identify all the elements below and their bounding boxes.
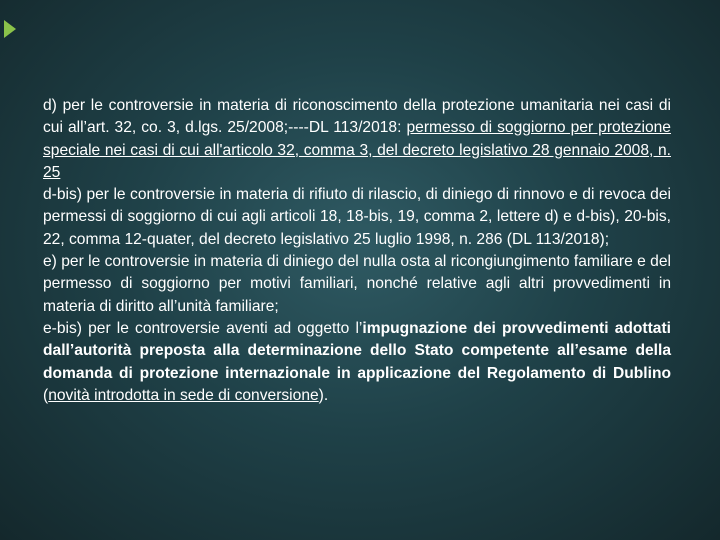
paragraph-d-intro: d) per le controversie in materia di riconoscimento della protezione umanitaria nei casi di cui all’art. 32, co. 3, d.lgs. 25/2008;----DL 113/2018:	[43, 97, 671, 137]
paragraph-e-bis-underlined: novità introdotta in sede di conversione	[48, 386, 319, 404]
paragraph-d	[43, 95, 671, 184]
paragraph-e-bis-intro: e-bis) per le controversie aventi ad oggetto l’	[43, 319, 363, 337]
paragraph-d-bis: d-bis) per le controversie in materia di rifiuto di rilascio, di diniego di rinnovo e di revoca dei permessi di soggiorno di cui agli articoli 18, 18-bis, 19, comma 2, lettere d) e d-bis), 20-bis, 22, comma 12-quater, del decreto legislativo 25 luglio 1998, n. 286 (DL 113/2018);	[43, 186, 671, 248]
slide-body-text	[43, 95, 671, 407]
paragraph-e-bis-open: (	[43, 386, 49, 404]
arrow-bullet-icon	[4, 20, 16, 38]
paragraph-d-underlined: permesso di soggiorno per protezione speciale nei casi di cui all'articolo 32, comma 3, del decreto legislativo 28 gennaio 2008, n. 25	[43, 119, 671, 181]
paragraph-e-bis-bold: impugnazione dei provvedimenti adottati dall’autorità preposta alla determinazione dello Stato competente all’esame della domanda di protezione internazionale in applicazione del Regolamento di Dublino	[43, 319, 672, 382]
paragraph-e: e) per le controversie in materia di diniego del nulla osta al ricongiungimento familiare e del permesso di soggiorno per motivi familiari, nonché relative agli altri provvedimenti in materia di diritto all’unità familiare;	[43, 253, 671, 315]
paragraph-e-bis-close: ).	[318, 386, 329, 404]
paragraph-e-bis	[43, 318, 671, 407]
